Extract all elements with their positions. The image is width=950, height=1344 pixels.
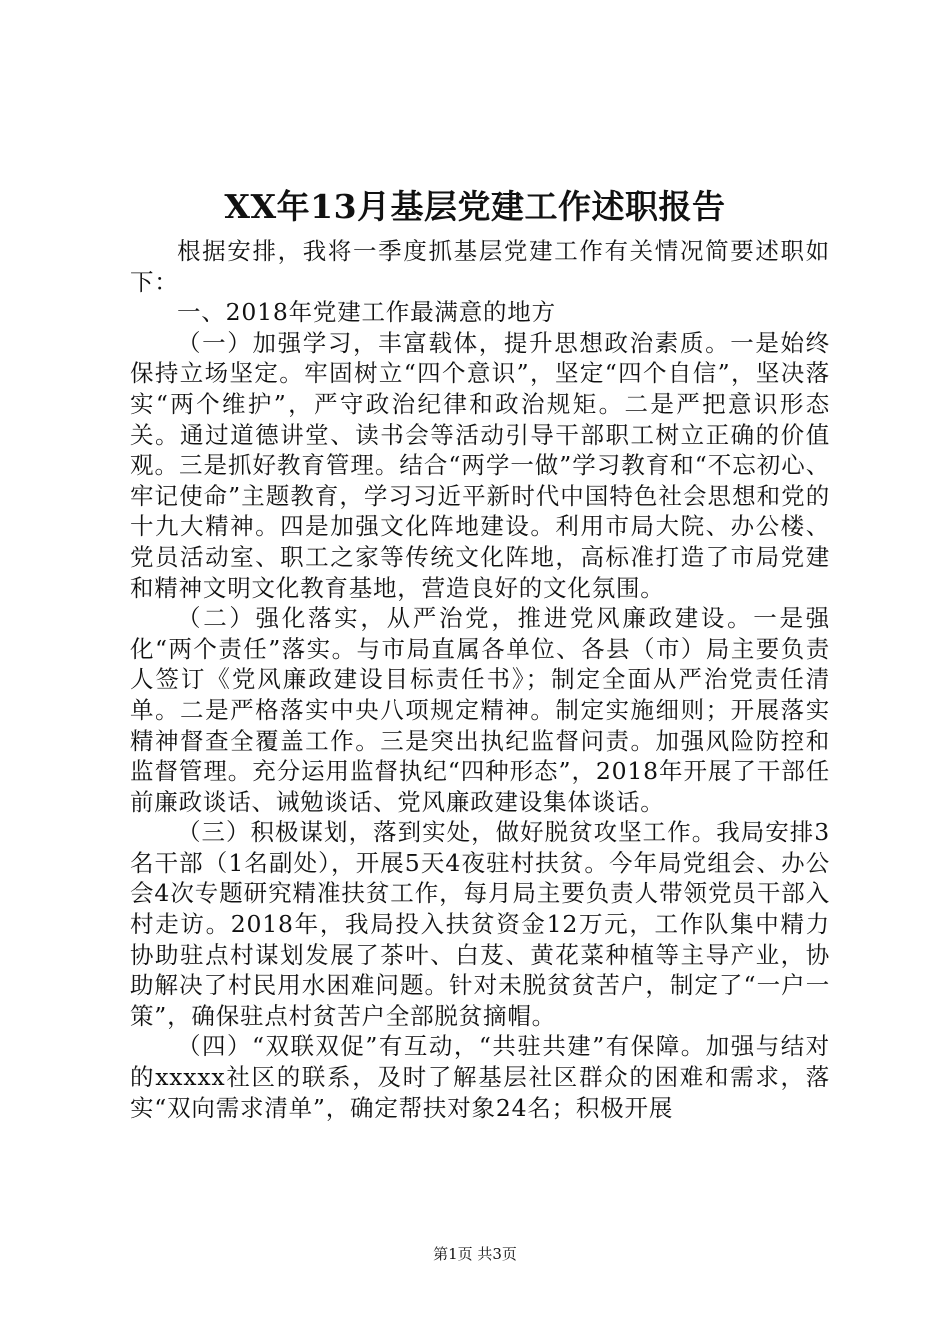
page-number-footer: 第1页 共3页 xyxy=(433,1245,517,1263)
section-heading-1: 一、2018年党建工作最满意的地方 xyxy=(177,298,556,327)
intro-paragraph: 根据安排，我将一季度抓基层党建工作有关情况简要述职如下： xyxy=(130,237,830,296)
paragraph-community: （四）“双联双促”有互动，“共驻共建”有保障。加强与结对的xxxxx社区的联系，及时了解基层社区群众的困难和需求，落实“双向需求清单”，确定帮扶对象24名；积极开展 xyxy=(130,1032,830,1122)
paragraph-poverty: （三）积极谋划，落到实处，做好脱贫攻坚工作。我局安排3名干部（1名副处），开展5天4夜驻村扶贫。今年局党组会、办公会4次专题研究精准扶贫工作，每月局主要负责人带领党员干部入村走访。2018年，我局投入扶贫资金12万元，工作队集中精力协助驻点村谋划发展了茶叶、白芨、黄花菜种植等主导产业，协助解决了村民用水困难问题。针对未脱贫贫苦户，制定了“一户一策”，确保驻点村贫苦户全部脱贫摘帽。 xyxy=(130,818,830,1030)
document-body xyxy=(130,236,830,1123)
paragraph-study: （一）加强学习，丰富载体，提升思想政治素质。一是始终保持立场坚定。牢固树立“四个意识”，坚定“四个自信”，坚决落实“两个维护”，严守政治纪律和政治规矩。二是严把意识形态关。通过道德讲堂、读书会等活动引导干部职工树立正确的价值观。三是抓好教育管理。结合“两学一做”学习教育和“不忘初心、牢记使命”主题教育，学习习近平新时代中国特色社会思想和党的十九大精神。四是加强文化阵地建设。利用市局大院、办公楼、党员活动室、职工之家等传统文化阵地，高标准打造了市局党建和精神文明文化教育基地，营造良好的文化氛围。 xyxy=(130,328,830,602)
document-title: XX年13月基层党建工作述职报告 xyxy=(224,187,726,226)
paragraph-integrity: （二）强化落实，从严治党，推进党风廉政建设。一是强化“两个责任”落实。与市局直属各单位、各县（市）局主要负责人签订《党风廉政建设目标责任书》；制定全面从严治党责任清单。二是严格落实中央八项规定精神。制定实施细则；开展落实精神督查全覆盖工作。三是突出执纪监督问责。加强风险防控和监督管理。充分运用监督执纪“四种形态”，2018年开展了干部任前廉政谈话、诫勉谈话、党风廉政建设集体谈话。 xyxy=(130,604,830,816)
